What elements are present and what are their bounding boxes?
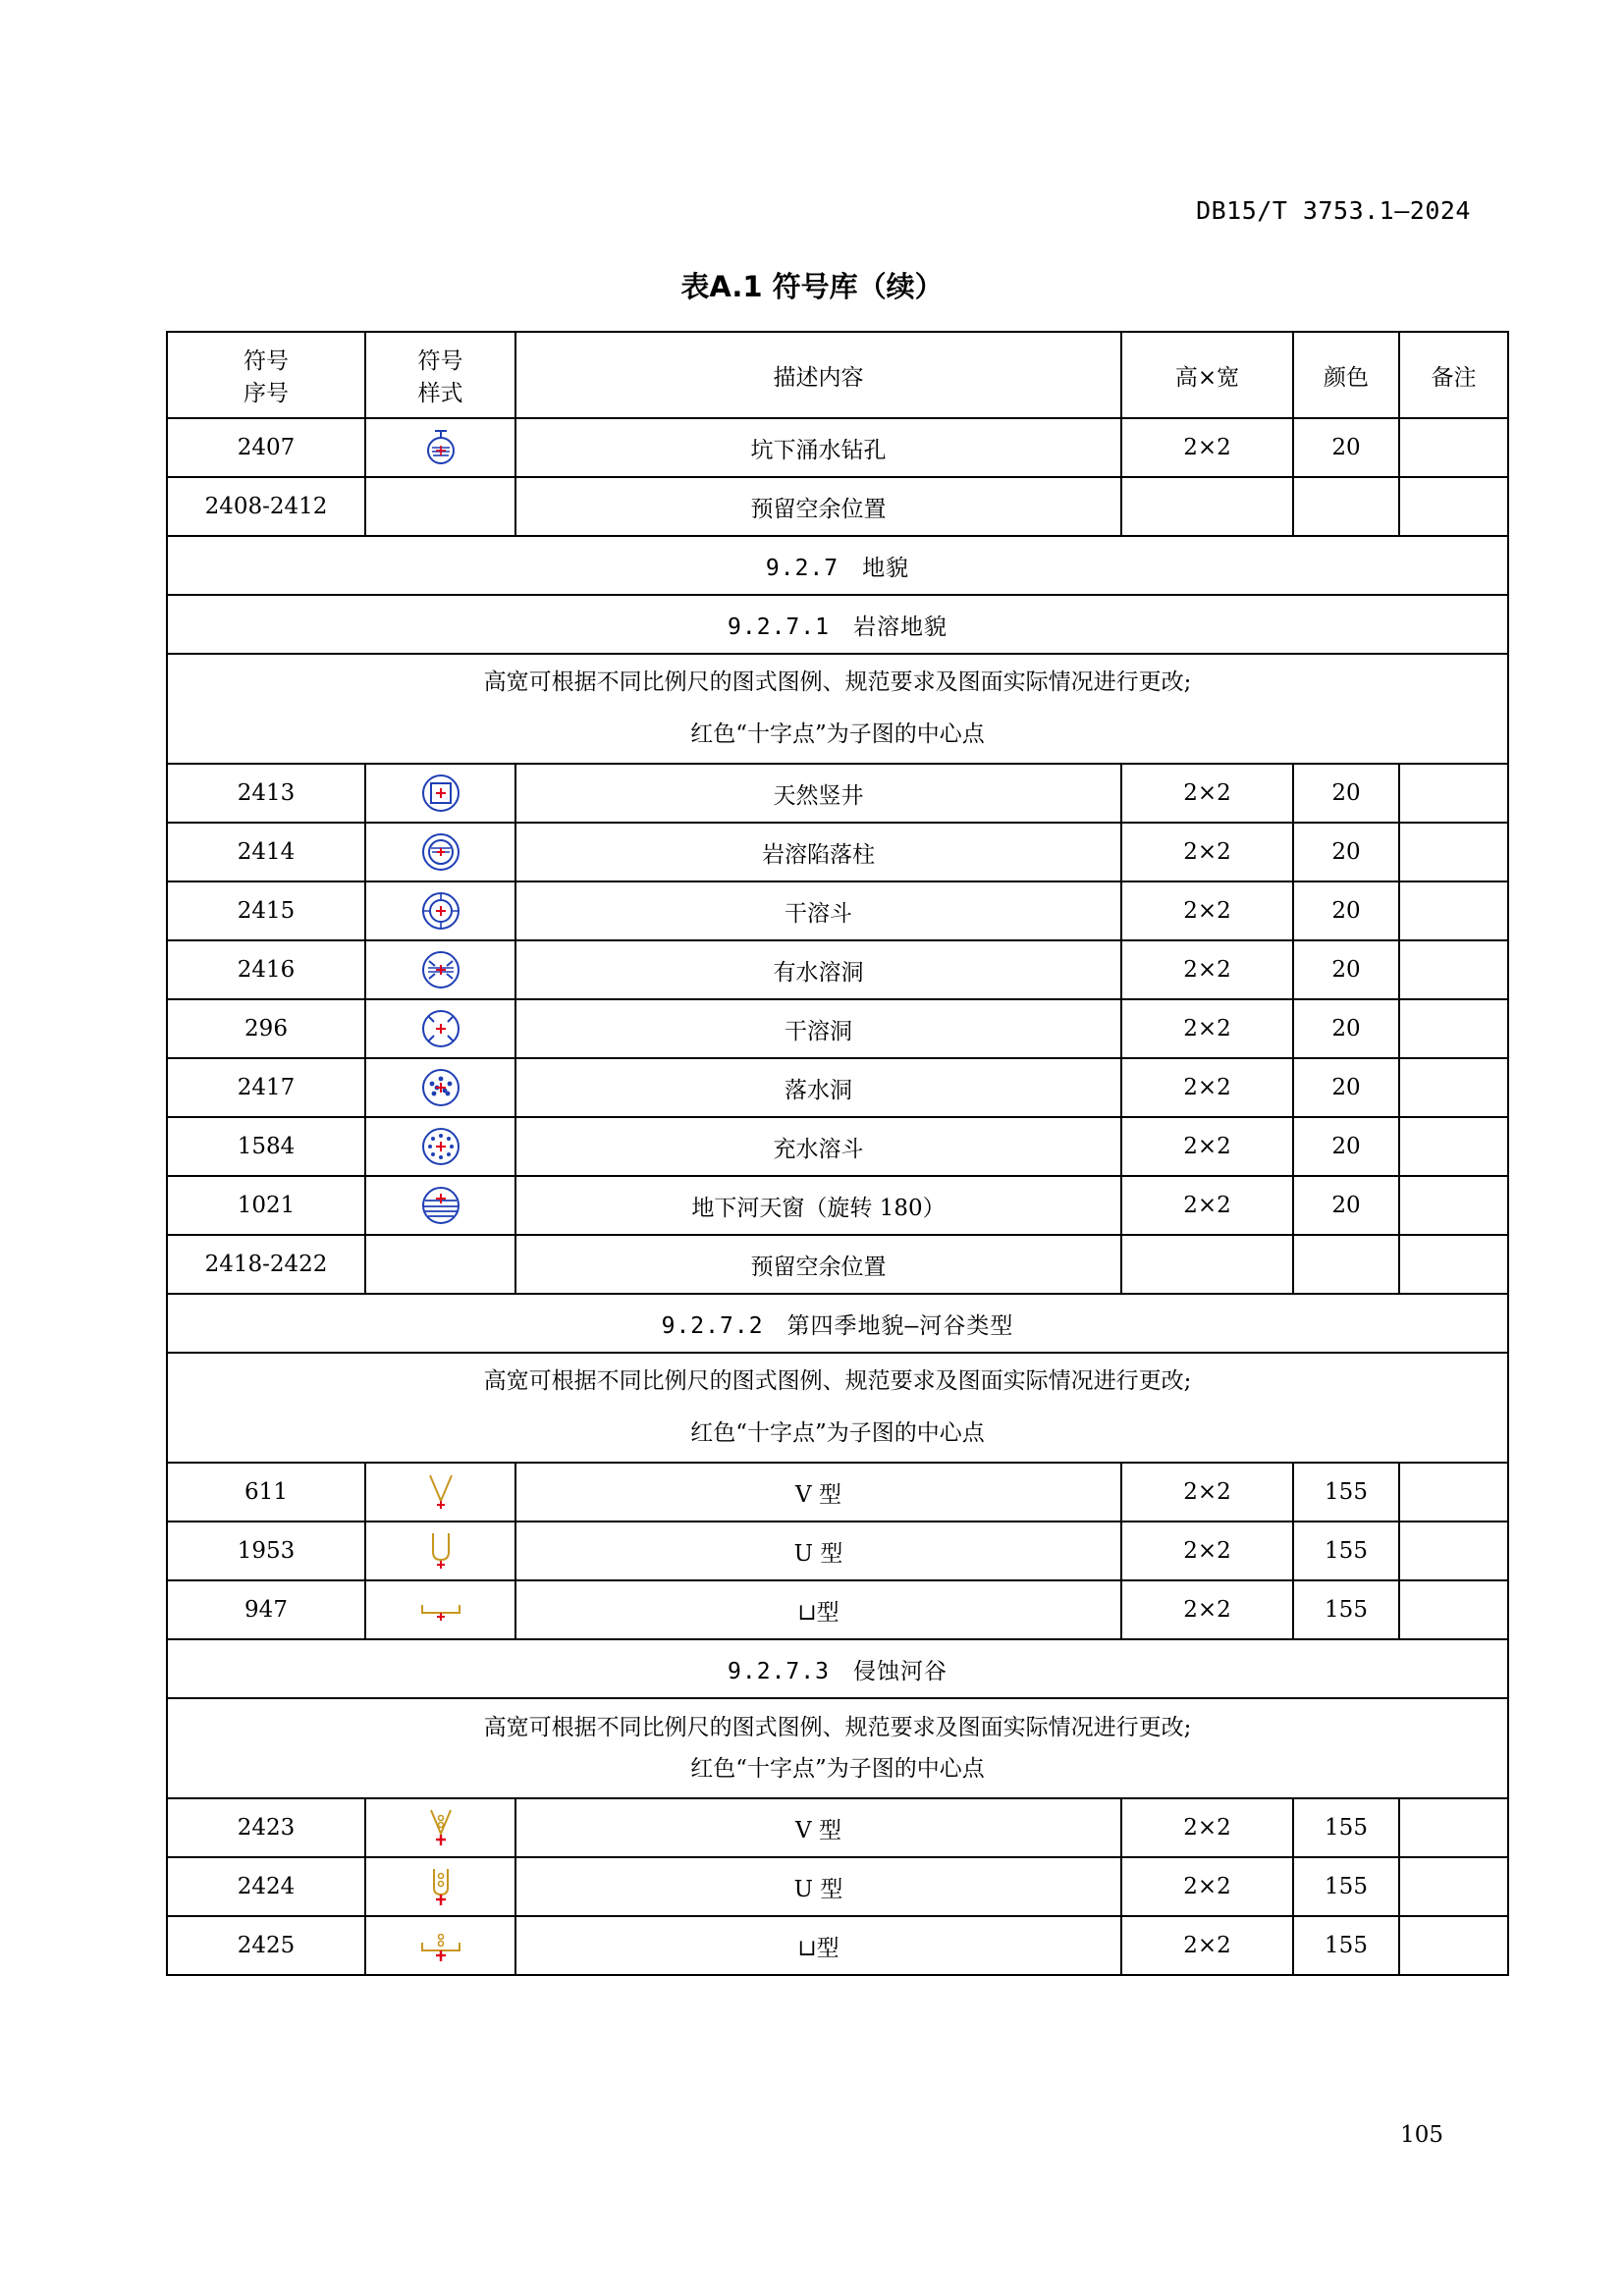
- symbol-id: 2408-2412: [167, 477, 365, 536]
- symbol-note: [1399, 881, 1508, 940]
- symbol-id: 1021: [167, 1176, 365, 1235]
- symbol-id: 2424: [167, 1857, 365, 1916]
- symbol-color: 20: [1293, 1176, 1399, 1235]
- symbol-color: 20: [1293, 999, 1399, 1058]
- symbol-style: [365, 1176, 515, 1235]
- table-row: [167, 1117, 1508, 1176]
- table-row: [167, 1235, 1508, 1294]
- symbol-style: [365, 1058, 515, 1117]
- symbol-note: [1399, 477, 1508, 536]
- section-row: [167, 1639, 1508, 1698]
- symbol-color: 20: [1293, 881, 1399, 940]
- section-row: [167, 536, 1508, 595]
- note-row: [167, 1353, 1508, 1463]
- symbol-description: 干溶斗: [515, 881, 1121, 940]
- table-row: [167, 823, 1508, 881]
- table-row: [167, 1580, 1508, 1639]
- symbol-id: 1584: [167, 1117, 365, 1176]
- symbol-color: 20: [1293, 1058, 1399, 1117]
- table-title: 表A.1 符号库（续）: [680, 270, 944, 303]
- symbol-description: 地下河天窗（旋转 180）: [515, 1176, 1121, 1235]
- symbol-color: [1293, 477, 1399, 536]
- symbol-color: 20: [1293, 940, 1399, 999]
- header-size: 高×宽: [1121, 332, 1293, 418]
- symbol-description: 落水洞: [515, 1058, 1121, 1117]
- page-number: 105: [1400, 2122, 1443, 2148]
- water-filled-doline-icon: [420, 1126, 461, 1167]
- table-row: [167, 881, 1508, 940]
- symbol-color: 155: [1293, 1580, 1399, 1639]
- symbol-style: [365, 823, 515, 881]
- symbol-id: 1953: [167, 1522, 365, 1580]
- note-text: 高宽可根据不同比例尺的图式图例、规范要求及图面实际情况进行更改; 红色“十字点”为子图的中心点: [167, 654, 1508, 764]
- table-row: [167, 418, 1508, 477]
- symbol-note: [1399, 1117, 1508, 1176]
- symbol-description: 充水溶斗: [515, 1117, 1121, 1176]
- subsection-title: 9.2.7.3 侵蚀河谷: [167, 1639, 1508, 1698]
- symbol-table: [166, 331, 1509, 1976]
- symbol-description: ⊔型: [515, 1916, 1121, 1975]
- symbol-style: [365, 1857, 515, 1916]
- symbol-note: [1399, 1463, 1508, 1522]
- table-header-row: [167, 332, 1508, 418]
- symbol-id: 947: [167, 1580, 365, 1639]
- flat-valley-icon: [420, 1589, 461, 1630]
- natural-shaft-icon: [420, 773, 461, 814]
- symbol-size: 2×2: [1121, 1463, 1293, 1522]
- symbol-id: 2417: [167, 1058, 365, 1117]
- symbol-size: 2×2: [1121, 1522, 1293, 1580]
- symbol-color: 20: [1293, 418, 1399, 477]
- symbol-size: 2×2: [1121, 1117, 1293, 1176]
- symbol-color: 20: [1293, 764, 1399, 823]
- symbol-id: 2415: [167, 881, 365, 940]
- symbol-note: [1399, 1916, 1508, 1975]
- symbol-id: 2413: [167, 764, 365, 823]
- symbol-style: [365, 881, 515, 940]
- symbol-note: [1399, 999, 1508, 1058]
- symbol-color: 155: [1293, 1857, 1399, 1916]
- symbol-description: V 型: [515, 1463, 1121, 1522]
- borehole-water-icon: [420, 427, 461, 468]
- symbol-id: 2418-2422: [167, 1235, 365, 1294]
- symbol-description: 有水溶洞: [515, 940, 1121, 999]
- symbol-size: 2×2: [1121, 999, 1293, 1058]
- table-row: [167, 999, 1508, 1058]
- symbol-color: 155: [1293, 1798, 1399, 1857]
- symbol-id: 2423: [167, 1798, 365, 1857]
- symbol-style: [365, 477, 515, 536]
- note-text: 高宽可根据不同比例尺的图式图例、规范要求及图面实际情况进行更改; 红色“十字点”为子图的中心点: [167, 1353, 1508, 1463]
- table-row: [167, 1857, 1508, 1916]
- u-valley-icon: [420, 1530, 461, 1572]
- symbol-description: 干溶洞: [515, 999, 1121, 1058]
- symbol-color: 20: [1293, 1117, 1399, 1176]
- symbol-note: [1399, 764, 1508, 823]
- table-row: [167, 1916, 1508, 1975]
- symbol-note: [1399, 1580, 1508, 1639]
- symbol-size: 2×2: [1121, 940, 1293, 999]
- table-row: [167, 1522, 1508, 1580]
- symbol-note: [1399, 1857, 1508, 1916]
- symbol-description: 岩溶陷落柱: [515, 823, 1121, 881]
- symbol-note: [1399, 418, 1508, 477]
- water-cave-icon: [420, 949, 461, 990]
- note-text: 高宽可根据不同比例尺的图式图例、规范要求及图面实际情况进行更改; 红色“十字点”为子图的中心点: [167, 1698, 1508, 1798]
- symbol-style: [365, 1522, 515, 1580]
- symbol-id: 611: [167, 1463, 365, 1522]
- note-row: [167, 1698, 1508, 1798]
- symbol-description: 坑下涌水钻孔: [515, 418, 1121, 477]
- symbol-note: [1399, 1522, 1508, 1580]
- table-row: [167, 1176, 1508, 1235]
- table-row: [167, 1463, 1508, 1522]
- header-symbol-id: 符号 序号: [167, 332, 365, 418]
- subsection-title: 9.2.7.1 岩溶地貌: [167, 595, 1508, 654]
- header-symbol-style: 符号 样式: [365, 332, 515, 418]
- table-row: [167, 1798, 1508, 1857]
- document-code: DB15/T 3753.1—2024: [1196, 196, 1471, 225]
- symbol-style: [365, 940, 515, 999]
- header-color: 颜色: [1293, 332, 1399, 418]
- symbol-note: [1399, 823, 1508, 881]
- symbol-color: 155: [1293, 1463, 1399, 1522]
- header-description: 描述内容: [515, 332, 1121, 418]
- symbol-color: [1293, 1235, 1399, 1294]
- symbol-color: 155: [1293, 1522, 1399, 1580]
- symbol-style: [365, 1580, 515, 1639]
- sinkhole-icon: [420, 1067, 461, 1108]
- symbol-size: 2×2: [1121, 881, 1293, 940]
- symbol-description: 预留空余位置: [515, 477, 1121, 536]
- table-row: [167, 1058, 1508, 1117]
- subsection-title: 9.2.7.2 第四季地貌—河谷类型: [167, 1294, 1508, 1353]
- symbol-size: 2×2: [1121, 764, 1293, 823]
- erosion-u-valley-icon: [420, 1866, 461, 1907]
- symbol-style: [365, 1117, 515, 1176]
- symbol-note: [1399, 1798, 1508, 1857]
- symbol-size: 2×2: [1121, 1058, 1293, 1117]
- symbol-id: 2425: [167, 1916, 365, 1975]
- symbol-note: [1399, 940, 1508, 999]
- symbol-style: [365, 1463, 515, 1522]
- symbol-size: 2×2: [1121, 823, 1293, 881]
- symbol-description: U 型: [515, 1522, 1121, 1580]
- symbol-style: [365, 1235, 515, 1294]
- table-row: [167, 764, 1508, 823]
- symbol-size: 2×2: [1121, 1798, 1293, 1857]
- table-row: [167, 477, 1508, 536]
- symbol-description: 预留空余位置: [515, 1235, 1121, 1294]
- symbol-description: ⊔型: [515, 1580, 1121, 1639]
- v-valley-icon: [420, 1471, 461, 1513]
- symbol-size: 2×2: [1121, 418, 1293, 477]
- symbol-note: [1399, 1235, 1508, 1294]
- symbol-description: V 型: [515, 1798, 1121, 1857]
- symbol-size: 2×2: [1121, 1916, 1293, 1975]
- section-row: [167, 1294, 1508, 1353]
- symbol-size: [1121, 1235, 1293, 1294]
- karst-collapse-column-icon: [420, 831, 461, 873]
- symbol-id: 296: [167, 999, 365, 1058]
- symbol-color: 155: [1293, 1916, 1399, 1975]
- symbol-id: 2407: [167, 418, 365, 477]
- note-row: [167, 654, 1508, 764]
- symbol-style: [365, 1798, 515, 1857]
- symbol-id: 2414: [167, 823, 365, 881]
- section-row: [167, 595, 1508, 654]
- section-title: 9.2.7 地貌: [167, 536, 1508, 595]
- symbol-description: U 型: [515, 1857, 1121, 1916]
- header-note: 备注: [1399, 332, 1508, 418]
- symbol-style: [365, 418, 515, 477]
- symbol-note: [1399, 1176, 1508, 1235]
- symbol-note: [1399, 1058, 1508, 1117]
- symbol-id: 2416: [167, 940, 365, 999]
- symbol-style: [365, 764, 515, 823]
- symbol-size: 2×2: [1121, 1580, 1293, 1639]
- dry-doline-icon: [420, 890, 461, 932]
- dry-cave-icon: [420, 1008, 461, 1049]
- symbol-color: 20: [1293, 823, 1399, 881]
- underground-river-skylight-icon: [420, 1185, 461, 1226]
- erosion-v-valley-icon: [420, 1807, 461, 1848]
- symbol-size: 2×2: [1121, 1176, 1293, 1235]
- symbol-size: [1121, 477, 1293, 536]
- symbol-size: 2×2: [1121, 1857, 1293, 1916]
- symbol-style: [365, 999, 515, 1058]
- symbol-style: [365, 1916, 515, 1975]
- symbol-description: 天然竖井: [515, 764, 1121, 823]
- table-row: [167, 940, 1508, 999]
- erosion-flat-valley-icon: [420, 1925, 461, 1966]
